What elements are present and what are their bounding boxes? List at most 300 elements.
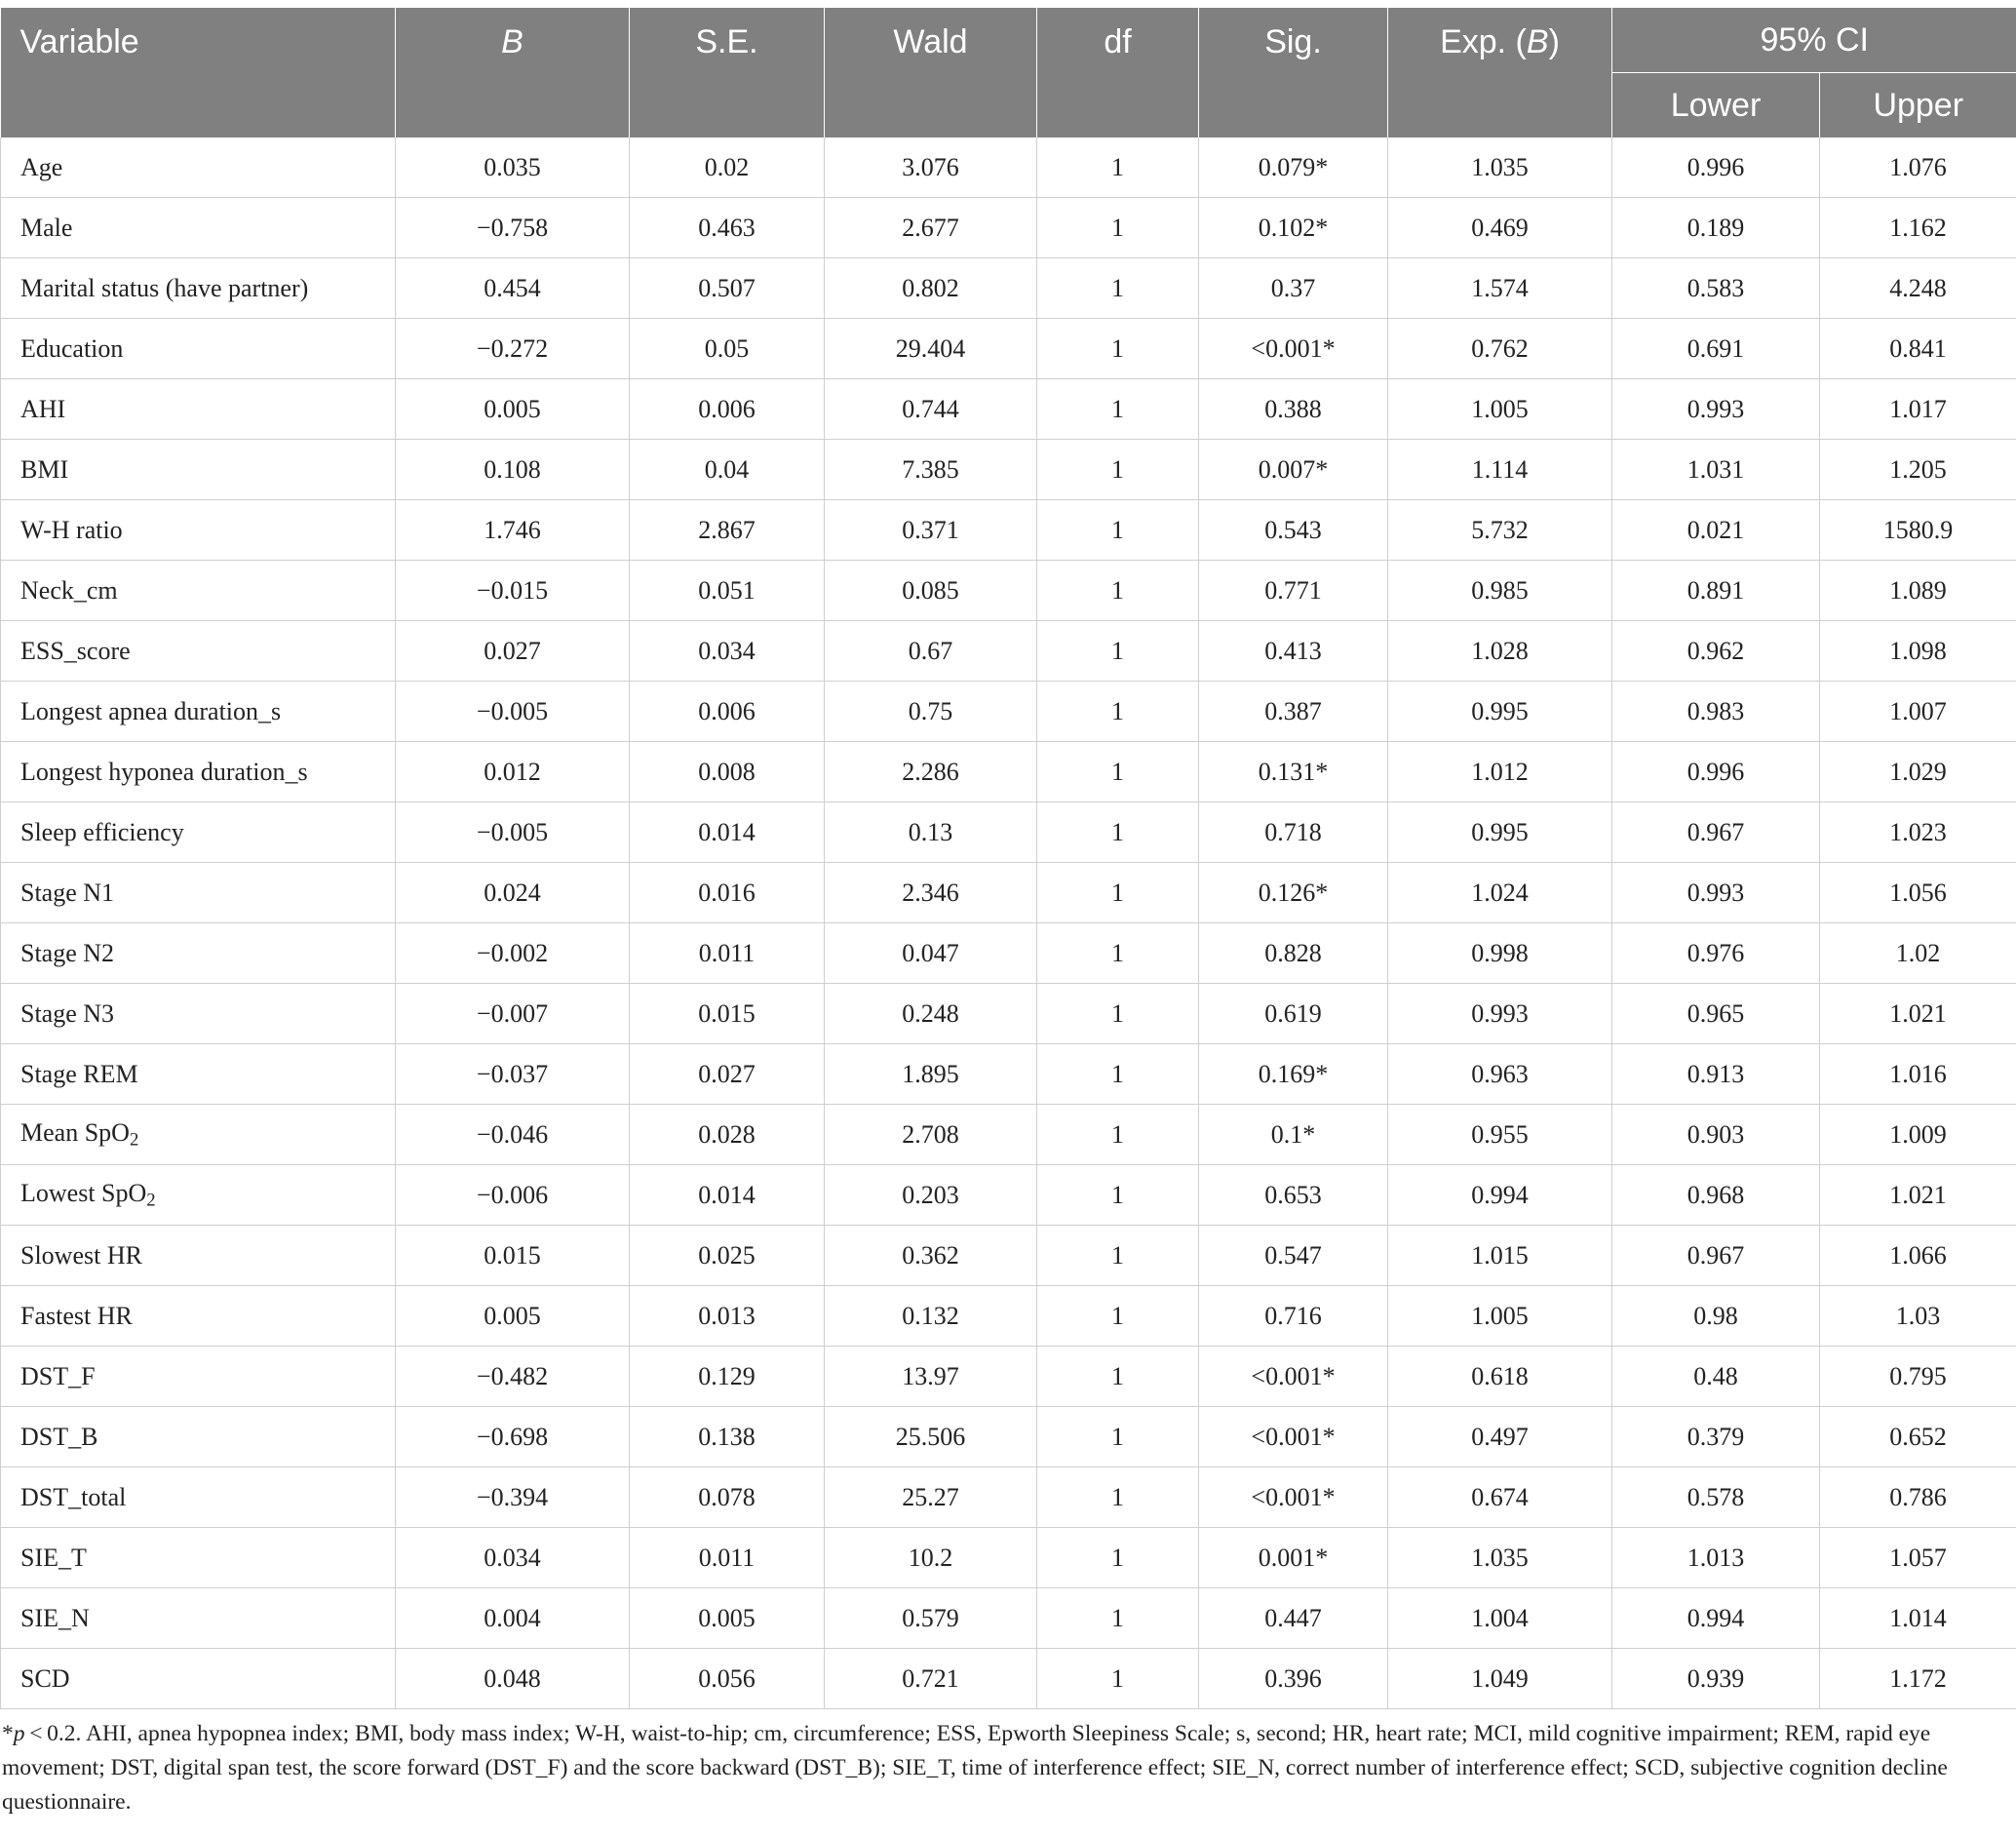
- header-se: S.E.: [630, 8, 825, 137]
- cell-lower: 1.013: [1612, 1528, 1820, 1588]
- cell-wald: 0.802: [825, 258, 1037, 319]
- cell-b: 0.027: [396, 621, 630, 682]
- cell-sig: 0.828: [1199, 923, 1388, 984]
- cell-b: −0.758: [396, 198, 630, 258]
- cell-upper: 1.056: [1820, 863, 2016, 923]
- cell-sig: <0.001*: [1199, 319, 1388, 379]
- cell-se: 0.129: [630, 1347, 825, 1407]
- cell-b: 0.015: [396, 1226, 630, 1286]
- table-row: [1, 1347, 2016, 1407]
- cell-sig: 0.102*: [1199, 198, 1388, 258]
- cell-sig: 0.126*: [1199, 863, 1388, 923]
- variable-label: SIE_N: [20, 1603, 90, 1632]
- cell-df: 1: [1037, 1407, 1199, 1467]
- cell-exp: 0.497: [1388, 1407, 1612, 1467]
- cell-wald: 0.721: [825, 1649, 1037, 1709]
- variable-label: BMI: [20, 454, 69, 484]
- cell-se: 0.014: [630, 802, 825, 863]
- cell-exp: 0.998: [1388, 923, 1612, 984]
- cell-upper: 0.786: [1820, 1467, 2016, 1528]
- cell-exp: 0.469: [1388, 198, 1612, 258]
- cell-upper: 4.248: [1820, 258, 2016, 319]
- cell-exp: 1.004: [1388, 1588, 1612, 1649]
- cell-wald: 0.362: [825, 1226, 1037, 1286]
- cell-variable: [1, 1649, 396, 1709]
- header-ci: 95% CI: [1612, 8, 2016, 73]
- cell-lower: 0.98: [1612, 1286, 1820, 1347]
- variable-label: Stage N1: [20, 878, 115, 907]
- cell-wald: 0.085: [825, 561, 1037, 621]
- cell-lower: 0.996: [1612, 742, 1820, 802]
- cell-df: 1: [1037, 137, 1199, 198]
- cell-exp: 1.035: [1388, 137, 1612, 198]
- variable-label: AHI: [20, 394, 66, 423]
- table-row: [1, 984, 2016, 1044]
- variable-label: ESS_score: [20, 636, 131, 665]
- cell-exp: 0.995: [1388, 802, 1612, 863]
- cell-b: 1.746: [396, 500, 630, 561]
- cell-df: 1: [1037, 500, 1199, 561]
- cell-variable: [1, 137, 396, 198]
- cell-df: 1: [1037, 1105, 1199, 1165]
- cell-sig: 0.396: [1199, 1649, 1388, 1709]
- cell-b: −0.698: [396, 1407, 630, 1467]
- cell-variable: [1, 1588, 396, 1649]
- cell-wald: 25.27: [825, 1467, 1037, 1528]
- table-row: [1, 742, 2016, 802]
- cell-exp: 1.024: [1388, 863, 1612, 923]
- cell-se: 0.005: [630, 1588, 825, 1649]
- cell-b: −0.482: [396, 1347, 630, 1407]
- table-row: [1, 1226, 2016, 1286]
- cell-wald: 10.2: [825, 1528, 1037, 1588]
- cell-exp: 1.035: [1388, 1528, 1612, 1588]
- cell-variable: [1, 621, 396, 682]
- table-row: [1, 1044, 2016, 1105]
- cell-wald: 2.677: [825, 198, 1037, 258]
- cell-sig: <0.001*: [1199, 1347, 1388, 1407]
- cell-se: 0.006: [630, 682, 825, 742]
- cell-df: 1: [1037, 923, 1199, 984]
- cell-b: 0.108: [396, 440, 630, 500]
- cell-upper: 1.03: [1820, 1286, 2016, 1347]
- table-row: [1, 802, 2016, 863]
- cell-upper: 1.172: [1820, 1649, 2016, 1709]
- cell-b: −0.005: [396, 802, 630, 863]
- cell-b: 0.454: [396, 258, 630, 319]
- cell-wald: 0.13: [825, 802, 1037, 863]
- variable-label: Stage REM: [20, 1059, 138, 1088]
- cell-wald: 0.744: [825, 379, 1037, 440]
- cell-lower: 0.994: [1612, 1588, 1820, 1649]
- table-row: [1, 319, 2016, 379]
- cell-upper: 0.841: [1820, 319, 2016, 379]
- cell-variable: [1, 1105, 396, 1165]
- table-row: [1, 1467, 2016, 1528]
- header-b-text: B: [501, 23, 523, 60]
- variable-subscript: 2: [129, 1129, 139, 1151]
- cell-lower: 0.48: [1612, 1347, 1820, 1407]
- cell-variable: [1, 984, 396, 1044]
- cell-b: −0.272: [396, 319, 630, 379]
- variable-label: Longest apnea duration_s: [20, 696, 282, 725]
- table-row: [1, 500, 2016, 561]
- cell-exp: 1.114: [1388, 440, 1612, 500]
- cell-upper: 1.023: [1820, 802, 2016, 863]
- cell-sig: <0.001*: [1199, 1467, 1388, 1528]
- table-row: [1, 379, 2016, 440]
- cell-lower: 0.583: [1612, 258, 1820, 319]
- cell-wald: 0.75: [825, 682, 1037, 742]
- cell-se: 0.011: [630, 1528, 825, 1588]
- cell-upper: 1.057: [1820, 1528, 2016, 1588]
- cell-exp: 1.015: [1388, 1226, 1612, 1286]
- cell-variable: [1, 1044, 396, 1105]
- cell-variable: [1, 1528, 396, 1588]
- cell-variable: [1, 379, 396, 440]
- cell-wald: 3.076: [825, 137, 1037, 198]
- cell-se: 0.051: [630, 561, 825, 621]
- cell-upper: 1.162: [1820, 198, 2016, 258]
- variable-label: W-H ratio: [20, 515, 123, 544]
- cell-df: 1: [1037, 802, 1199, 863]
- cell-upper: 0.652: [1820, 1407, 2016, 1467]
- cell-upper: 1.014: [1820, 1588, 2016, 1649]
- cell-sig: 0.37: [1199, 258, 1388, 319]
- cell-df: 1: [1037, 1467, 1199, 1528]
- cell-lower: 0.891: [1612, 561, 1820, 621]
- cell-b: −0.037: [396, 1044, 630, 1105]
- cell-variable: [1, 802, 396, 863]
- cell-exp: 0.993: [1388, 984, 1612, 1044]
- cell-variable: [1, 561, 396, 621]
- cell-lower: 0.967: [1612, 1226, 1820, 1286]
- cell-sig: 0.718: [1199, 802, 1388, 863]
- cell-se: 0.056: [630, 1649, 825, 1709]
- table-row: [1, 1588, 2016, 1649]
- cell-b: −0.006: [396, 1165, 630, 1226]
- variable-label: Male: [20, 213, 73, 242]
- cell-exp: 0.618: [1388, 1347, 1612, 1407]
- cell-upper: 1.066: [1820, 1226, 2016, 1286]
- cell-wald: 2.708: [825, 1105, 1037, 1165]
- variable-label: Mean SpO: [20, 1117, 130, 1147]
- table-row: [1, 440, 2016, 500]
- cell-wald: 0.047: [825, 923, 1037, 984]
- cell-upper: 1.098: [1820, 621, 2016, 682]
- header-exp-suffix: ): [1548, 23, 1560, 60]
- cell-sig: 0.447: [1199, 1588, 1388, 1649]
- header-df: df: [1037, 8, 1199, 137]
- cell-variable: [1, 742, 396, 802]
- cell-wald: 13.97: [825, 1347, 1037, 1407]
- regression-table: [0, 8, 2016, 1709]
- cell-b: 0.034: [396, 1528, 630, 1588]
- variable-label: Age: [20, 152, 63, 181]
- cell-wald: 0.248: [825, 984, 1037, 1044]
- cell-upper: 1.021: [1820, 1165, 2016, 1226]
- cell-variable: [1, 1347, 396, 1407]
- variable-label: Fastest HR: [20, 1301, 133, 1330]
- cell-b: 0.048: [396, 1649, 630, 1709]
- cell-exp: 1.005: [1388, 379, 1612, 440]
- cell-wald: 7.385: [825, 440, 1037, 500]
- cell-sig: <0.001*: [1199, 1407, 1388, 1467]
- cell-lower: 0.939: [1612, 1649, 1820, 1709]
- cell-lower: 0.965: [1612, 984, 1820, 1044]
- table-row: [1, 1286, 2016, 1347]
- variable-label: SCD: [20, 1663, 70, 1693]
- cell-variable: [1, 319, 396, 379]
- cell-df: 1: [1037, 198, 1199, 258]
- cell-upper: 1.089: [1820, 561, 2016, 621]
- header-exp-prefix: Exp. (: [1440, 23, 1527, 60]
- cell-sig: 0.169*: [1199, 1044, 1388, 1105]
- variable-label: DST_total: [20, 1482, 127, 1511]
- cell-variable: [1, 1407, 396, 1467]
- cell-wald: 29.404: [825, 319, 1037, 379]
- table-row: [1, 137, 2016, 198]
- variable-label: DST_F: [20, 1361, 96, 1390]
- cell-sig: 0.079*: [1199, 137, 1388, 198]
- header-upper: Upper: [1820, 73, 2016, 138]
- cell-upper: 1.076: [1820, 137, 2016, 198]
- cell-variable: [1, 1165, 396, 1226]
- header-wald: Wald: [825, 8, 1037, 137]
- footnote-text: < 0.2. AHI, apnea hypopnea index; BMI, body mass index; W-H, waist-to-hip; cm, circumference; ESS, Epworth Sleepiness Scale; s, second; HR, heart rate; MCI, mild cognitive impairment; REM, rapid eye movement; DST, digital span test, the score forward (DST_F) and the score backward (DST_B); SIE_T, time of interference effect; SIE_N, correct number of interference effect; SCD, subjective cognition decline questionnaire.: [2, 1721, 1948, 1815]
- cell-lower: 0.983: [1612, 682, 1820, 742]
- cell-b: −0.015: [396, 561, 630, 621]
- footnote-p: p: [13, 1721, 25, 1746]
- cell-sig: 0.716: [1199, 1286, 1388, 1347]
- cell-lower: 0.578: [1612, 1467, 1820, 1528]
- cell-exp: 0.963: [1388, 1044, 1612, 1105]
- cell-se: 0.008: [630, 742, 825, 802]
- cell-exp: 0.955: [1388, 1105, 1612, 1165]
- cell-variable: [1, 1226, 396, 1286]
- cell-b: −0.046: [396, 1105, 630, 1165]
- cell-variable: [1, 1467, 396, 1528]
- table-row: [1, 258, 2016, 319]
- cell-exp: 5.732: [1388, 500, 1612, 561]
- variable-label: Stage N3: [20, 998, 115, 1028]
- cell-upper: 1.016: [1820, 1044, 2016, 1105]
- cell-sig: 0.001*: [1199, 1528, 1388, 1588]
- cell-sig: 0.543: [1199, 500, 1388, 561]
- table-row: [1, 621, 2016, 682]
- cell-se: 0.016: [630, 863, 825, 923]
- table-row: [1, 1105, 2016, 1165]
- cell-variable: [1, 923, 396, 984]
- variable-label: Education: [20, 333, 124, 363]
- cell-wald: 0.579: [825, 1588, 1037, 1649]
- cell-sig: 0.413: [1199, 621, 1388, 682]
- cell-lower: 0.189: [1612, 198, 1820, 258]
- cell-sig: 0.131*: [1199, 742, 1388, 802]
- table-row: [1, 923, 2016, 984]
- variable-label: Slowest HR: [20, 1240, 142, 1270]
- cell-se: 2.867: [630, 500, 825, 561]
- variable-label: Stage N2: [20, 938, 115, 967]
- cell-b: 0.024: [396, 863, 630, 923]
- table-row: [1, 1528, 2016, 1588]
- cell-df: 1: [1037, 1286, 1199, 1347]
- cell-df: 1: [1037, 440, 1199, 500]
- variable-label: Neck_cm: [20, 575, 118, 605]
- cell-exp: 0.994: [1388, 1165, 1612, 1226]
- cell-df: 1: [1037, 863, 1199, 923]
- cell-upper: 1.017: [1820, 379, 2016, 440]
- cell-variable: [1, 198, 396, 258]
- cell-df: 1: [1037, 742, 1199, 802]
- cell-b: 0.005: [396, 379, 630, 440]
- cell-exp: 0.995: [1388, 682, 1612, 742]
- variable-label: DST_B: [20, 1422, 98, 1451]
- table-row: [1, 561, 2016, 621]
- header-lower: Lower: [1612, 73, 1820, 138]
- cell-df: 1: [1037, 1347, 1199, 1407]
- table-row: [1, 1165, 2016, 1226]
- cell-wald: 2.286: [825, 742, 1037, 802]
- cell-se: 0.04: [630, 440, 825, 500]
- cell-upper: 1.029: [1820, 742, 2016, 802]
- table-header: [1, 8, 2016, 137]
- cell-se: 0.014: [630, 1165, 825, 1226]
- cell-lower: 0.993: [1612, 379, 1820, 440]
- cell-sig: 0.007*: [1199, 440, 1388, 500]
- footnote-star: *: [2, 1721, 14, 1746]
- cell-sig: 0.771: [1199, 561, 1388, 621]
- table-row: [1, 198, 2016, 258]
- cell-upper: 1.205: [1820, 440, 2016, 500]
- cell-df: 1: [1037, 1226, 1199, 1286]
- table-row: [1, 682, 2016, 742]
- cell-se: 0.02: [630, 137, 825, 198]
- cell-df: 1: [1037, 258, 1199, 319]
- cell-exp: 1.005: [1388, 1286, 1612, 1347]
- cell-lower: 0.996: [1612, 137, 1820, 198]
- cell-df: 1: [1037, 1165, 1199, 1226]
- cell-se: 0.028: [630, 1105, 825, 1165]
- cell-se: 0.138: [630, 1407, 825, 1467]
- cell-df: 1: [1037, 1044, 1199, 1105]
- cell-se: 0.078: [630, 1467, 825, 1528]
- cell-se: 0.507: [630, 258, 825, 319]
- header-b: [396, 8, 630, 137]
- cell-lower: 0.379: [1612, 1407, 1820, 1467]
- cell-b: 0.035: [396, 137, 630, 198]
- cell-wald: 0.67: [825, 621, 1037, 682]
- cell-lower: 0.021: [1612, 500, 1820, 561]
- cell-b: 0.004: [396, 1588, 630, 1649]
- cell-variable: [1, 258, 396, 319]
- cell-df: 1: [1037, 1588, 1199, 1649]
- table-row: [1, 1649, 2016, 1709]
- table-body: [1, 137, 2016, 1709]
- cell-exp: 1.049: [1388, 1649, 1612, 1709]
- cell-variable: [1, 682, 396, 742]
- cell-b: −0.394: [396, 1467, 630, 1528]
- cell-sig: 0.387: [1199, 682, 1388, 742]
- cell-df: 1: [1037, 561, 1199, 621]
- cell-upper: 1.02: [1820, 923, 2016, 984]
- cell-lower: 0.903: [1612, 1105, 1820, 1165]
- cell-df: 1: [1037, 984, 1199, 1044]
- cell-variable: [1, 1286, 396, 1347]
- cell-variable: [1, 863, 396, 923]
- variable-label: Marital status (have partner): [20, 273, 309, 302]
- cell-wald: 2.346: [825, 863, 1037, 923]
- cell-b: 0.005: [396, 1286, 630, 1347]
- cell-se: 0.027: [630, 1044, 825, 1105]
- table-row: [1, 863, 2016, 923]
- cell-se: 0.463: [630, 198, 825, 258]
- cell-df: 1: [1037, 379, 1199, 440]
- cell-sig: 0.547: [1199, 1226, 1388, 1286]
- header-exp-b: [1388, 8, 1612, 137]
- cell-wald: 25.506: [825, 1407, 1037, 1467]
- cell-upper: 1.021: [1820, 984, 2016, 1044]
- cell-lower: 0.976: [1612, 923, 1820, 984]
- variable-label: Sleep efficiency: [20, 817, 184, 846]
- cell-lower: 1.031: [1612, 440, 1820, 500]
- cell-wald: 0.132: [825, 1286, 1037, 1347]
- cell-df: 1: [1037, 319, 1199, 379]
- cell-se: 0.013: [630, 1286, 825, 1347]
- cell-lower: 0.967: [1612, 802, 1820, 863]
- cell-se: 0.006: [630, 379, 825, 440]
- header-variable: Variable: [1, 8, 396, 137]
- cell-se: 0.015: [630, 984, 825, 1044]
- cell-se: 0.025: [630, 1226, 825, 1286]
- cell-upper: 1.009: [1820, 1105, 2016, 1165]
- cell-exp: 1.574: [1388, 258, 1612, 319]
- table-footnote: [0, 1717, 2012, 1819]
- cell-sig: 0.619: [1199, 984, 1388, 1044]
- variable-label: SIE_T: [20, 1543, 87, 1572]
- variable-subscript: 2: [146, 1190, 156, 1211]
- cell-upper: 1.007: [1820, 682, 2016, 742]
- cell-b: −0.007: [396, 984, 630, 1044]
- cell-wald: 0.203: [825, 1165, 1037, 1226]
- cell-exp: 1.028: [1388, 621, 1612, 682]
- cell-sig: 0.388: [1199, 379, 1388, 440]
- variable-label: Lowest SpO: [20, 1178, 147, 1207]
- cell-se: 0.034: [630, 621, 825, 682]
- cell-se: 0.05: [630, 319, 825, 379]
- document-page: [0, 8, 2016, 1819]
- cell-lower: 0.913: [1612, 1044, 1820, 1105]
- cell-df: 1: [1037, 682, 1199, 742]
- header-exp-b-text: B: [1526, 23, 1549, 60]
- cell-variable: [1, 500, 396, 561]
- cell-lower: 0.962: [1612, 621, 1820, 682]
- cell-upper: 0.795: [1820, 1347, 2016, 1407]
- header-sig: Sig.: [1199, 8, 1388, 137]
- cell-wald: 1.895: [825, 1044, 1037, 1105]
- cell-sig: 0.1*: [1199, 1105, 1388, 1165]
- cell-sig: 0.653: [1199, 1165, 1388, 1226]
- cell-upper: 1580.9: [1820, 500, 2016, 561]
- cell-lower: 0.993: [1612, 863, 1820, 923]
- cell-b: −0.005: [396, 682, 630, 742]
- cell-exp: 1.012: [1388, 742, 1612, 802]
- cell-lower: 0.691: [1612, 319, 1820, 379]
- cell-df: 1: [1037, 1528, 1199, 1588]
- cell-exp: 0.762: [1388, 319, 1612, 379]
- cell-lower: 0.968: [1612, 1165, 1820, 1226]
- cell-b: −0.002: [396, 923, 630, 984]
